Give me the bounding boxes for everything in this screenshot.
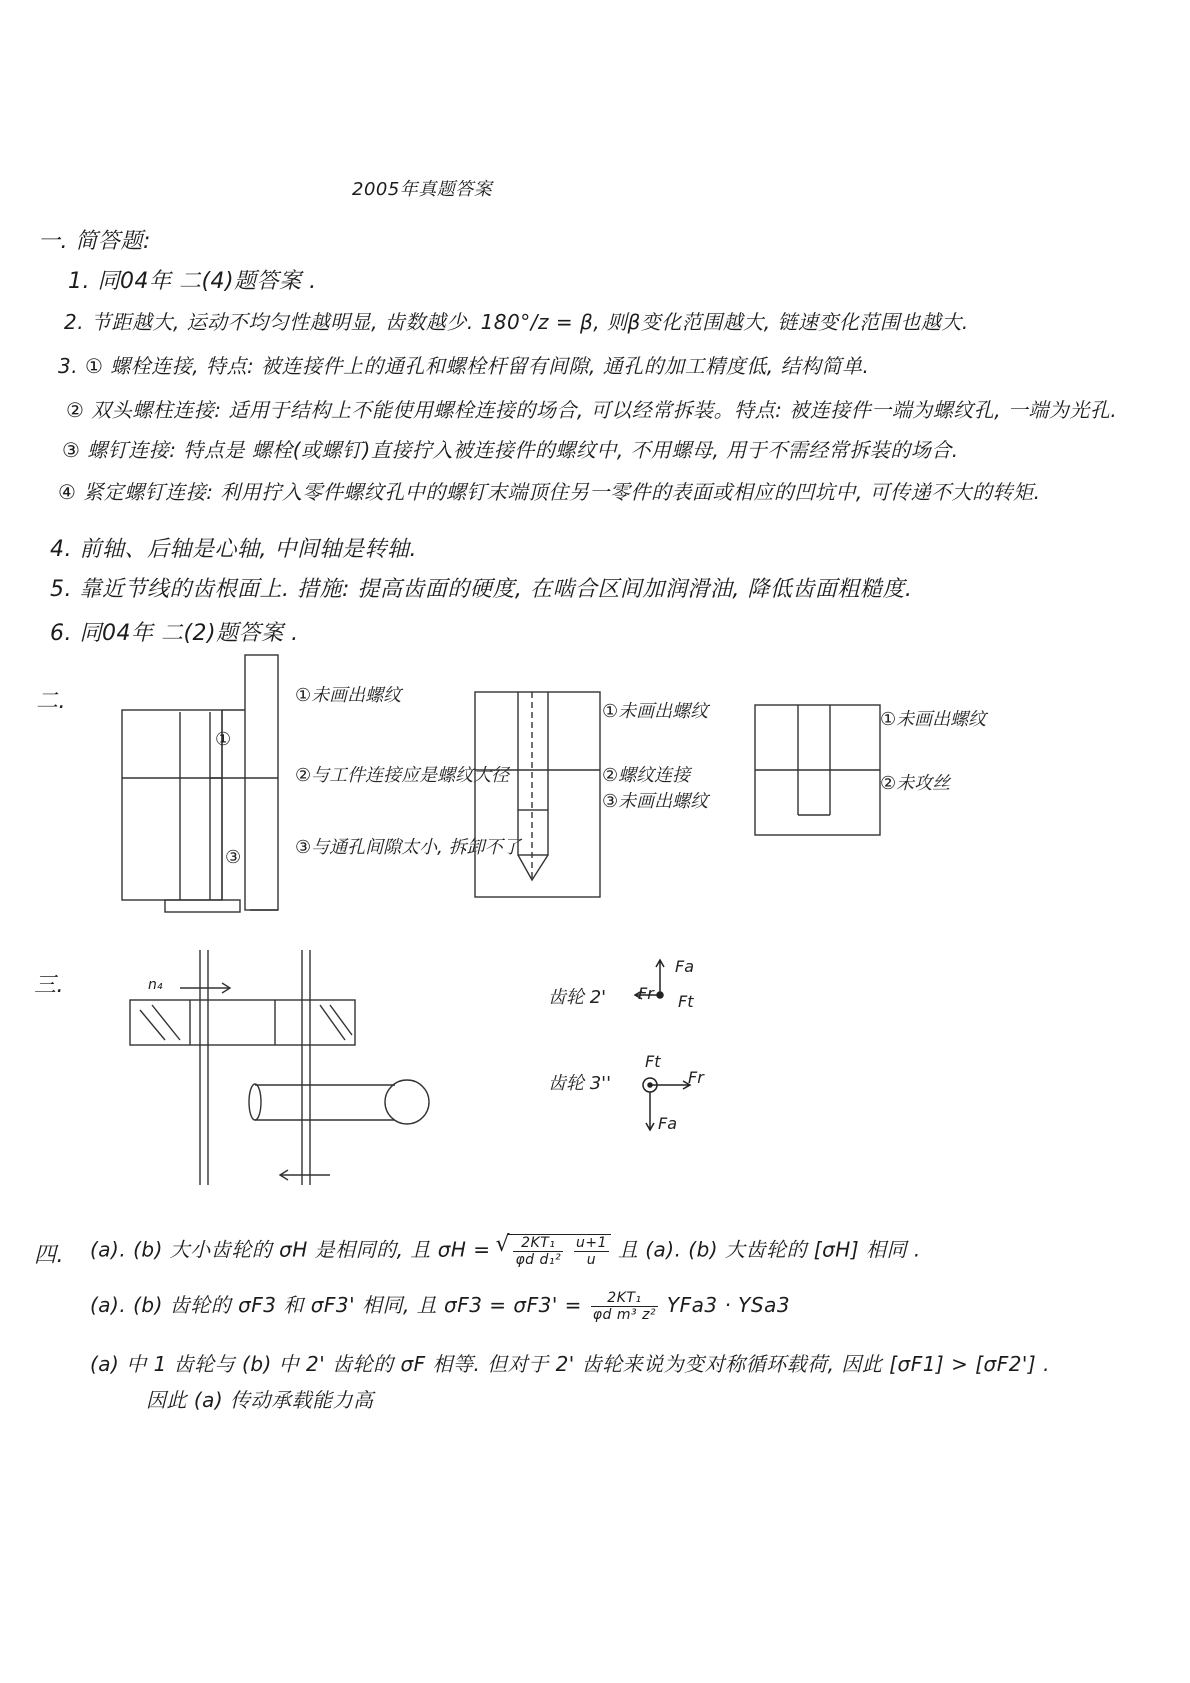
fraction-numerator: 2KT₁ xyxy=(591,1290,658,1307)
fig3-note-2: ②未攻丝 xyxy=(880,773,951,794)
answer-1-4: 4. 前轴、后轴是心轴, 中间轴是转轴. xyxy=(50,537,417,562)
fraction-numerator: √ 2KT₁ xyxy=(513,1235,563,1252)
fig2-note-3: ③未画出螺纹 xyxy=(602,791,709,812)
fig2-note-2: ②螺纹连接 xyxy=(602,765,691,786)
answer-1-2: 2. 节距越大, 运动不均匀性越明显, 齿数越少. 180°/z = β, 则β变化范围越大, 链速变化范围也越大. xyxy=(64,310,969,334)
section-4-heading: 四. xyxy=(34,1243,64,1268)
fraction-denominator: φd d₁² xyxy=(515,1252,562,1268)
fig1-mark-1: ① xyxy=(215,729,232,750)
fraction-denominator: φd m³ z² xyxy=(592,1307,657,1323)
answer-4-line-1-text: (a). (b) 大小齿轮的 σH 是相同的, 且 σH = xyxy=(90,1237,491,1262)
stress-fraction-2 xyxy=(574,1235,609,1268)
stress-fraction-1 xyxy=(513,1235,563,1268)
answer-1-3b: ② 双头螺柱连接: 适用于结构上不能使用螺栓连接的场合, 可以经常拆装。特点: 被连接件一端为螺纹孔, 一端为光孔. xyxy=(66,398,1118,422)
answer-1-3d: ④ 紧定螺钉连接: 利用拧入零件螺纹孔中的螺钉末端顶住另一零件的表面或相应的凹坑中, 可传递不大的转矩. xyxy=(58,480,1041,504)
bending-stress-fraction xyxy=(591,1290,658,1323)
gear-2-fr: Fr xyxy=(638,984,654,1003)
fig1-note-2: ②与工件连接应是螺纹大径 xyxy=(295,765,510,786)
gear-2-fa: Fa xyxy=(675,957,695,976)
input-speed-label: n₄ xyxy=(148,977,163,993)
fraction-numerator: u+1 xyxy=(575,1235,607,1251)
answer-4-line-2 xyxy=(90,1290,790,1323)
section-1-heading: 一. 简答题: xyxy=(38,229,151,254)
answer-4-line-1-tail: 且 (a). (b) 大齿轮的 [σH] 相同 . xyxy=(617,1237,921,1262)
gear-2-ft: Ft xyxy=(678,992,694,1011)
figure-2-3 xyxy=(750,700,885,840)
answer-4-line-2-tail: YFa3 · YSa3 xyxy=(666,1293,791,1317)
answer-4-line-4: 因此 (a) 传动承载能力高 xyxy=(146,1388,374,1412)
answer-1-5: 5. 靠近节线的齿根面上. 措施: 提高齿面的硬度, 在啮合区间加润滑油, 降低齿面粗糙度. xyxy=(50,577,913,602)
gear-3-fa: Fa xyxy=(658,1114,678,1133)
figure-2-2 xyxy=(470,690,610,905)
gear-train-figure xyxy=(120,950,450,1190)
section-2-heading: 二. xyxy=(36,689,66,714)
gear-3-fr: Fr xyxy=(688,1068,704,1087)
answer-4-line-1 xyxy=(90,1234,921,1268)
answer-1-3a: 3. ① 螺栓连接, 特点: 被连接件上的通孔和螺栓杆留有间隙, 通孔的加工精度低, 结构简单. xyxy=(58,354,870,378)
section-3-heading: 三. xyxy=(34,973,64,998)
answer-1-3c: ③ 螺钉连接: 特点是 螺栓(或螺钉)直接拧入被连接件的螺纹中, 不用螺母, 用于不需经常拆装的场合. xyxy=(62,438,959,462)
figure-2-1 xyxy=(110,650,310,910)
fig1-note-3: ③与通孔间隙太小, 拆卸不了 xyxy=(295,837,521,858)
answer-1-1: 1. 同04年 二(4)题答案 . xyxy=(68,269,317,294)
gear-3-ft: Ft xyxy=(645,1052,661,1071)
fig3-note-1: ①未画出螺纹 xyxy=(880,709,987,730)
answer-4-line-2-text: (a). (b) 齿轮的 σF3 和 σF3' 相同, 且 σF3 = σF3' = xyxy=(90,1293,582,1317)
fig1-note-1: ①未画出螺纹 xyxy=(295,685,402,706)
answer-1-6: 6. 同04年 二(2)题答案 . xyxy=(50,621,299,646)
sqrt-expression xyxy=(507,1234,611,1268)
fig1-mark-3: ③ xyxy=(225,847,242,868)
gear-3-label: 齿轮 3'' xyxy=(548,1073,612,1094)
fig2-note-1: ①未画出螺纹 xyxy=(602,701,709,722)
fraction-denominator: u xyxy=(586,1252,597,1268)
answer-4-line-3: (a) 中 1 齿轮与 (b) 中 2' 齿轮的 σF 相等. 但对于 2' 齿轮来说为变对称循环载荷, 因此 [σF1] > [σF2'] . xyxy=(90,1352,1050,1376)
gear-2-label: 齿轮 2' xyxy=(548,987,607,1008)
page-title: 2005年真题答案 xyxy=(352,179,493,200)
